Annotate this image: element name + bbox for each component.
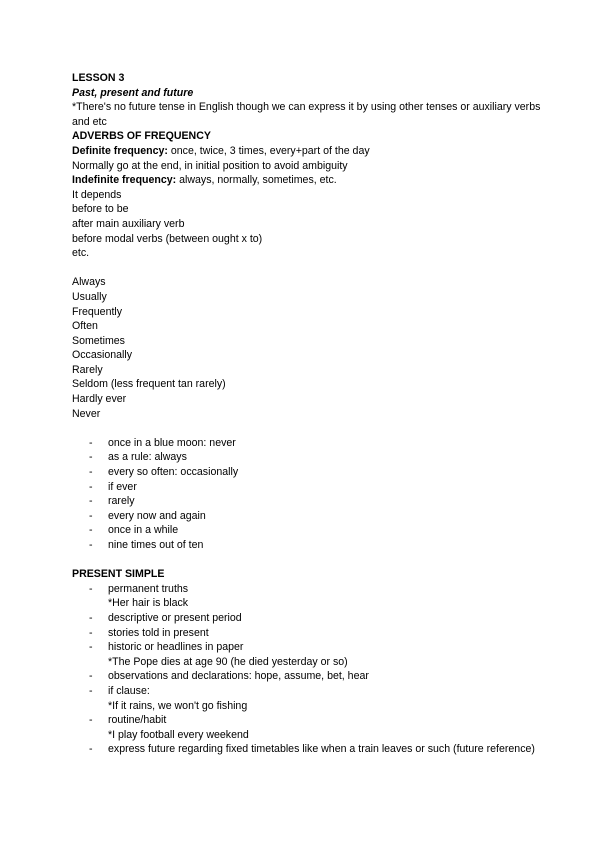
document-page (72, 71, 542, 757)
dash-bullet: - (89, 582, 93, 595)
use-example: *The Pope dies at age 90 (he died yesterday or so) (108, 655, 348, 668)
dash-bullet: - (89, 539, 93, 551)
list-item-text: every so often: occasionally (108, 466, 239, 479)
lesson-title: LESSON 3 (72, 72, 125, 84)
list-item-text: rarely (108, 495, 135, 508)
use-text: express future regarding fixed timetables like when a train leaves or such (future reference) (108, 743, 535, 756)
spacer (72, 261, 542, 276)
use-example: *I play football every weekend (108, 728, 249, 741)
list-item (72, 684, 542, 713)
list-item-text: nine times out of ten (108, 539, 204, 551)
use-text: routine/habit (108, 714, 167, 727)
frequency-scale-item: Occasionally (72, 349, 133, 362)
definite-frequency-label: Definite frequency: (72, 144, 168, 157)
dash-bullet: - (89, 451, 93, 464)
position-line: after main auxiliary verb (72, 217, 185, 230)
dash-bullet: - (89, 480, 93, 493)
indefinite-frequency-label: Indefinite frequency: (72, 174, 177, 187)
dash-bullet: - (89, 466, 93, 479)
list-item (72, 465, 542, 480)
dash-bullet: - (89, 495, 93, 508)
list-item (72, 509, 542, 524)
list-item-text: every now and again (108, 509, 206, 522)
dash-bullet: - (89, 436, 93, 449)
dash-bullet: - (89, 611, 93, 624)
dash-bullet: - (89, 670, 93, 683)
frequency-scale-item: Often (72, 320, 98, 333)
list-item (72, 626, 542, 641)
dash-bullet: - (89, 684, 93, 697)
frequency-scale-item: Frequently (72, 305, 123, 318)
frequency-scale-item: Sometimes (72, 334, 125, 347)
intro-note: *There's no future tense in English though we can express it by using other tenses or auxiliary verbs and etc (72, 101, 541, 128)
dash-bullet: - (89, 743, 93, 756)
list-item (72, 640, 542, 669)
position-line: before modal verbs (between ought x to) (72, 232, 263, 245)
dash-bullet: - (89, 626, 93, 639)
frequency-scale-item: Always (72, 276, 106, 289)
use-example: *If it rains, we won't go fishing (108, 699, 248, 712)
spacer (72, 553, 542, 568)
definite-frequency-note: Normally go at the end, in initial position to avoid ambiguity (72, 159, 348, 172)
frequency-scale-item: Rarely (72, 363, 103, 376)
list-item (72, 582, 542, 611)
frequency-scale-item: Seldom (less frequent tan rarely) (72, 378, 226, 391)
adverbs-heading: ADVERBS OF FREQUENCY (72, 130, 211, 143)
present-simple-heading: PRESENT SIMPLE (72, 568, 165, 581)
dash-bullet: - (89, 509, 93, 522)
spacer (72, 421, 542, 436)
list-item (72, 669, 542, 684)
frequency-scale-item: Never (72, 407, 101, 420)
list-item (72, 494, 542, 509)
frequency-scale-item: Hardly ever (72, 393, 127, 406)
use-text: stories told in present (108, 626, 209, 639)
list-item-text: if ever (108, 480, 137, 493)
list-item (72, 436, 542, 451)
dash-bullet: - (89, 714, 93, 727)
use-text: historic or headlines in paper (108, 641, 244, 654)
definite-frequency-line (72, 144, 542, 159)
expressions-list (72, 436, 542, 553)
use-text: if clause: (108, 684, 150, 697)
position-line: before to be (72, 203, 129, 216)
use-text: descriptive or present period (108, 611, 242, 624)
list-item (72, 538, 542, 553)
indefinite-frequency-line (72, 173, 542, 188)
list-item (72, 480, 542, 495)
list-item-text: once in a blue moon: never (108, 436, 236, 449)
list-item (72, 450, 542, 465)
list-item (72, 742, 542, 757)
position-line: etc. (72, 247, 90, 260)
list-item (72, 611, 542, 626)
lesson-subtitle: Past, present and future (72, 86, 194, 99)
frequency-scale-item: Usually (72, 290, 107, 303)
definite-frequency-text: once, twice, 3 times, every+part of the day (167, 144, 370, 157)
use-text: permanent truths (108, 582, 189, 595)
dash-bullet: - (89, 524, 93, 537)
list-item-text: as a rule: always (108, 451, 187, 464)
indefinite-frequency-text: always, normally, sometimes, etc. (176, 174, 337, 187)
use-example: *Her hair is black (108, 597, 189, 610)
list-item (72, 523, 542, 538)
list-item (72, 713, 542, 742)
dash-bullet: - (89, 641, 93, 654)
position-line: It depends (72, 188, 122, 201)
present-simple-uses-list (72, 582, 542, 757)
use-text: observations and declarations: hope, assume, bet, hear (108, 670, 369, 683)
list-item-text: once in a while (108, 524, 179, 537)
